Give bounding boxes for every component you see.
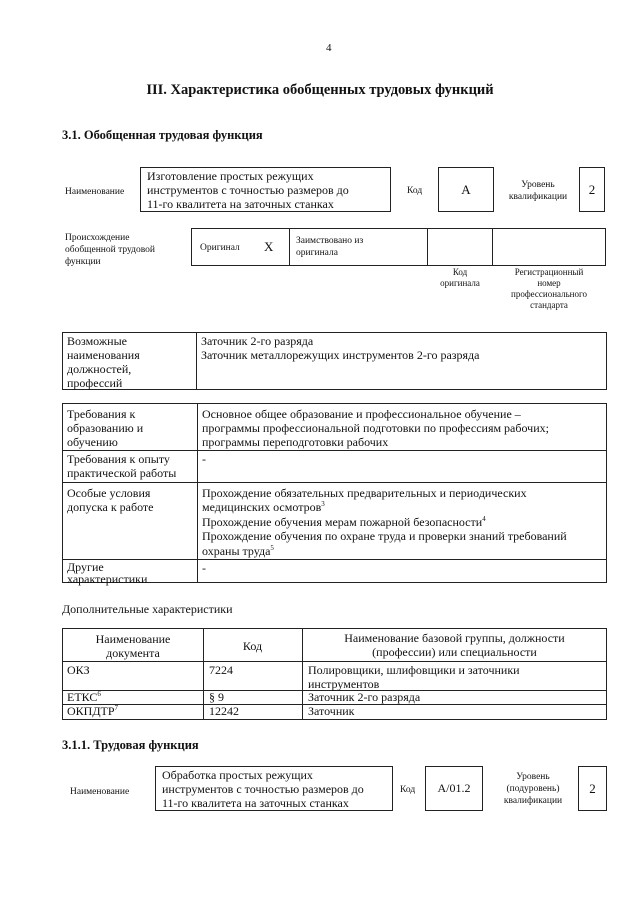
- origin-code-cell: [427, 228, 493, 266]
- gtf-level-label-line: квалификации: [508, 192, 568, 202]
- additional-row: [63, 705, 606, 719]
- req-value-line: Прохождение обучения мерам пожарной безопасности$^4$: [202, 514, 486, 529]
- req-value-line: Прохождение обязательных предварительных и периодических: [202, 486, 527, 500]
- req-label: [67, 561, 147, 585]
- section-title: III. Характеристика обобщенных трудовых функций: [146, 82, 494, 98]
- header-code: Код: [242, 639, 263, 653]
- gtf-name-line: 11-го квалитета на заточных станках: [147, 197, 334, 211]
- tf-level-label-line: квалификации: [503, 796, 563, 806]
- req-value-line: программы профессиональной подготовки по профессиям рабочих;: [202, 421, 549, 435]
- positions-label-line: наименования: [67, 348, 140, 362]
- origin-reg-caption: [492, 267, 606, 311]
- footnote-mark: 5: [270, 543, 274, 552]
- origin-code-caption-line: оригинала: [440, 278, 480, 288]
- row-name: [308, 691, 420, 704]
- row-name-line: Заточник 2-го разряда: [308, 690, 421, 704]
- page-number: 4: [326, 42, 332, 54]
- origin-code-caption: [427, 267, 493, 289]
- req-value-line: -: [202, 452, 206, 466]
- req-row-other: [63, 560, 606, 586]
- gtf-code-value: А: [461, 182, 471, 197]
- position-item: Заточник металлорежущих инструментов 2-го разряда: [201, 348, 480, 362]
- row-doc: ОКЗ: [67, 663, 90, 677]
- row-name-line: Заточник: [308, 704, 355, 718]
- req-label-line: Требования к опыту: [67, 452, 170, 466]
- gtf-code-label: Код: [407, 186, 423, 196]
- additional-title: Дополнительные характеристики: [62, 602, 233, 616]
- origin-label-line: обобщенной трудовой: [65, 245, 155, 255]
- tf-heading: 3.1.1. Трудовая функция: [62, 738, 199, 752]
- header-group: [303, 631, 606, 659]
- req-label: [67, 486, 154, 514]
- tf-name-box: [155, 766, 393, 811]
- req-value-line: Прохождение обучения по охране труда и проверки знаний требований: [202, 529, 567, 544]
- additional-header-row: [63, 629, 606, 662]
- gtf-name-label: Наименование: [65, 187, 125, 197]
- origin-reg-caption-line: номер: [537, 278, 561, 288]
- header-doc-line: документа: [106, 646, 160, 660]
- positions-label-line: должностей,: [67, 362, 132, 376]
- req-row-special-conditions: [63, 483, 606, 560]
- req-row-education: [63, 404, 606, 451]
- req-label-line: практической работы: [67, 466, 177, 480]
- positions-table: [62, 332, 607, 390]
- positions-label-line: Возможные: [67, 334, 127, 348]
- origin-borrowed-line: оригинала: [296, 248, 338, 258]
- tf-level-label-line: Уровень: [516, 772, 550, 782]
- gtf-name-line: Изготовление простых режущих: [147, 169, 314, 183]
- row-doc: ЕТКС$^6$: [67, 690, 101, 704]
- origin-label: [65, 232, 155, 268]
- req-label-line: обучению: [67, 435, 118, 449]
- gtf-name-line: инструментов с точностью размеров до: [147, 183, 349, 197]
- row-name-line: Полировщики, шлифовщики и заточники: [308, 663, 520, 677]
- gtf-level-value: 2: [588, 182, 596, 197]
- header-doc-line: Наименование: [95, 632, 171, 646]
- gtf-heading: 3.1. Обобщенная трудовая функция: [62, 128, 263, 142]
- origin-label-line: Происхождение: [65, 233, 130, 243]
- origin-reg-caption-line: профессионального: [511, 289, 587, 299]
- gtf-name-box: [140, 167, 391, 212]
- tf-name-label: Наименование: [70, 787, 130, 797]
- position-item: Заточник 2-го разряда: [201, 334, 314, 348]
- req-value-line: охраны труда$^5$: [202, 543, 274, 558]
- row-code: § 9: [209, 690, 224, 704]
- header-group-line: Наименование базовой группы, должности: [344, 631, 565, 645]
- req-value-line: Основное общее образование и профессиональное обучение –: [202, 407, 521, 421]
- req-label-line: допуска к работе: [67, 500, 154, 514]
- req-label-line: Другие: [67, 560, 104, 574]
- origin-borrowed-line: Заимствовано из: [296, 236, 364, 246]
- tf-name-line: инструментов с точностью размеров до: [162, 782, 364, 796]
- req-row-experience: [63, 451, 606, 483]
- origin-label-line: функции: [65, 257, 101, 267]
- positions-values: [197, 333, 606, 363]
- gtf-level-box: [579, 167, 605, 212]
- origin-reg-caption-line: Регистрационный: [514, 267, 584, 277]
- origin-original-label: Оригинал: [200, 243, 240, 253]
- origin-reg-caption-line: стандарта: [530, 300, 568, 310]
- req-label-line: Особые условия: [67, 486, 151, 500]
- origin-reg-cell: [492, 228, 606, 266]
- row-code: 12242: [209, 704, 239, 718]
- req-label-line: Требования к: [67, 407, 136, 421]
- req-label: [67, 452, 176, 480]
- row-name: [308, 663, 520, 691]
- tf-code-value: А/01.2: [437, 781, 471, 795]
- row-name-line: инструментов: [308, 677, 380, 691]
- req-value: [202, 452, 206, 466]
- req-label-line: характеристики: [67, 572, 148, 586]
- origin-original-mark: Х: [264, 239, 274, 254]
- req-label-line: образованию и: [67, 421, 144, 435]
- positions-label: [63, 333, 197, 389]
- origin-borrowed-cell: [289, 228, 428, 266]
- req-value-line: -: [202, 561, 206, 575]
- req-value: [202, 561, 206, 575]
- header-doc: [63, 632, 203, 660]
- additional-row: [63, 691, 606, 705]
- req-value: [202, 486, 604, 558]
- gtf-level-label: [500, 179, 576, 203]
- tf-name-line: Обработка простых режущих: [162, 768, 313, 782]
- header-group-line: (профессии) или специальности: [372, 645, 537, 659]
- tf-level-label-line: (подуровень): [506, 784, 560, 794]
- footnote-mark: 3: [321, 500, 325, 509]
- additional-table: [62, 628, 607, 720]
- row-code: 7224: [209, 663, 233, 677]
- tf-name-line: 11-го квалитета на заточных станках: [162, 796, 349, 810]
- req-label: [67, 407, 143, 449]
- positions-label-line: профессий: [67, 376, 123, 390]
- tf-level-value: 2: [589, 781, 596, 796]
- tf-level-box: [578, 766, 607, 811]
- gtf-code-box: [438, 167, 494, 212]
- req-value-line: медицинских осмотров$^3$: [202, 500, 325, 515]
- row-name: [308, 705, 355, 718]
- req-value: [202, 407, 602, 449]
- tf-code-label: Код: [400, 785, 416, 795]
- origin-original-cell: [191, 228, 290, 266]
- req-value-line: программы переподготовки рабочих: [202, 435, 389, 449]
- requirements-table: [62, 403, 607, 586]
- tf-level-label: [493, 771, 573, 807]
- additional-row: [63, 662, 606, 691]
- footnote-mark: 4: [482, 514, 486, 523]
- tf-code-box: [425, 766, 483, 811]
- row-doc: ОКПДТР$^7$: [67, 704, 119, 718]
- origin-code-caption-line: Код: [452, 267, 468, 277]
- gtf-level-label-line: Уровень: [521, 180, 555, 190]
